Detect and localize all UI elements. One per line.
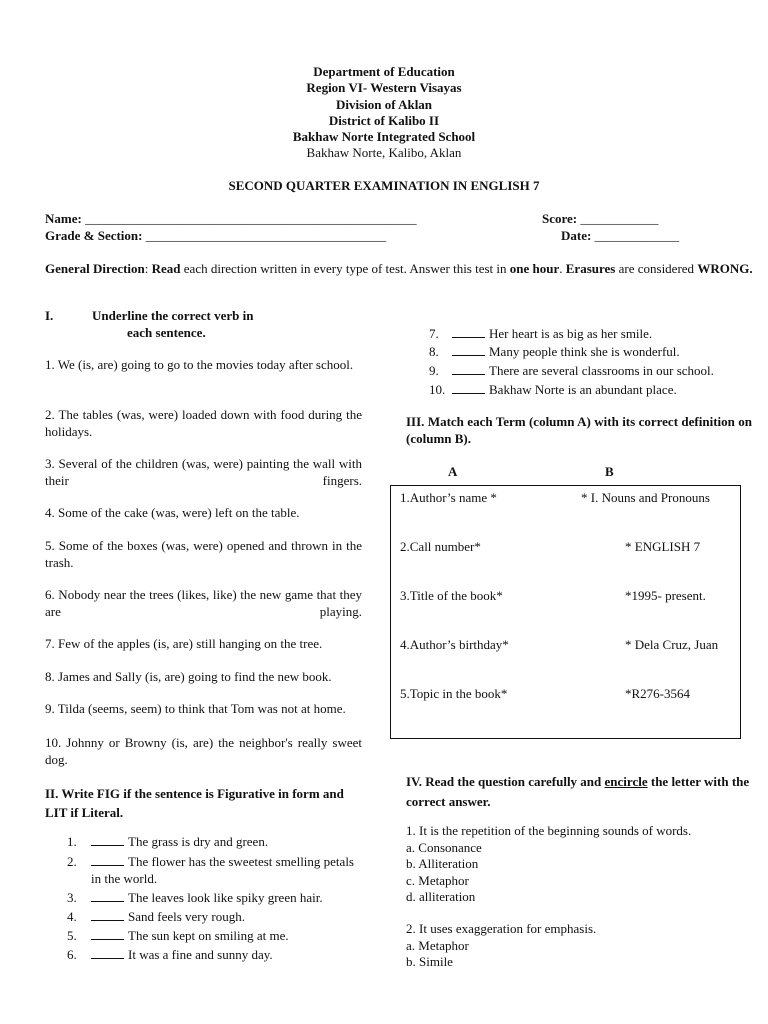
matching-table [390, 485, 741, 739]
question-4: 4. Some of the cake (was, were) left on the table. [45, 505, 300, 520]
answer-blank[interactable] [452, 363, 485, 375]
school-header [0, 64, 768, 162]
gd-erasures: Erasures [565, 261, 616, 276]
gd-wrong: WRONG. [697, 261, 753, 276]
item-text: The flower has the sweetest smelling petals in the world. [91, 854, 354, 886]
definition-cell: *R276-3564 [625, 686, 690, 701]
header-line: Region VI- Western Visayas [306, 80, 462, 96]
answer-blank[interactable] [91, 909, 124, 921]
answer-blank[interactable] [452, 344, 485, 356]
list-item [429, 363, 714, 380]
item-number: 3. [67, 890, 77, 905]
title-underlined: encircle [604, 774, 648, 789]
question-3: 3. Several of the children (was, were) painting the wall with their fingers. [45, 456, 362, 488]
item-number: 5. [67, 928, 77, 943]
list-item [67, 928, 289, 945]
gd-read: Read [151, 261, 181, 276]
mc-question-1 [406, 823, 691, 906]
answer-blank[interactable] [91, 947, 124, 959]
section-3-title: III. Match each Term (column A) with its correct definition on (column B). [406, 414, 752, 446]
section-title-line: each sentence. [127, 324, 206, 340]
option[interactable]: a. Consonance [406, 839, 482, 855]
header-line: Bakhaw Norte Integrated School [292, 129, 476, 145]
item-number: 9. [429, 363, 439, 378]
term-cell: 4.Author’s birthday* [400, 637, 509, 652]
item-text: Her heart is as big as her smile. [489, 326, 653, 341]
answer-blank[interactable] [91, 834, 124, 846]
answer-blank[interactable] [452, 382, 485, 394]
term-cell: 2.Call number* [400, 539, 481, 554]
score-line: ____________ [580, 211, 659, 226]
item-text: The leaves look like spiky green hair. [128, 890, 323, 905]
option[interactable]: a. Metaphor [406, 937, 469, 953]
score-field [542, 211, 658, 227]
date-label: Date: [561, 228, 592, 243]
answer-blank[interactable] [91, 854, 124, 866]
title-text: IV. Read the question carefully and [406, 774, 605, 789]
gd-text: each direction written in every type of test. Answer this test in [180, 261, 510, 276]
grade-line: _____________________________________ [145, 228, 387, 243]
item-text: Sand feels very rough. [128, 909, 245, 924]
header-line: District of Kalibo II [328, 112, 440, 128]
header-line: Department of Education [313, 64, 455, 79]
list-item [67, 853, 363, 887]
question-5: 5. Some of the boxes (was, were) opened and thrown in the trash. [45, 538, 362, 570]
column-b-header: B [605, 464, 614, 479]
item-number: 4. [67, 909, 77, 924]
section-4-title [406, 772, 752, 812]
gd-text: : [144, 261, 152, 276]
question-1: 1. We (is, are) going to go to the movies today after school. [45, 357, 354, 372]
title-text: the letter with the correct answer. [406, 774, 750, 809]
list-item [67, 834, 268, 851]
option[interactable]: b. Simile [406, 954, 453, 969]
grade-section-field [45, 228, 386, 244]
answer-blank[interactable] [91, 890, 124, 902]
name-field [45, 211, 417, 227]
exam-title: SECOND QUARTER EXAMINATION IN ENGLISH 7 [228, 178, 540, 193]
definition-cell: * ENGLISH 7 [625, 539, 701, 554]
item-text: The sun kept on smiling at me. [128, 928, 289, 943]
item-number: 7. [429, 326, 439, 341]
definition-cell: * I. Nouns and Pronouns [581, 490, 710, 505]
item-text: There are several classrooms in our school. [489, 363, 714, 378]
item-number: 8. [429, 344, 439, 359]
term-cell: 1.Author’s name * [400, 490, 497, 505]
question-2: 2. The tables (was, were) loaded down with food during the holidays. [45, 407, 362, 439]
answer-blank[interactable] [91, 928, 124, 940]
section-title-line: Underline the correct verb in [92, 308, 254, 323]
date-line: _____________ [594, 228, 680, 243]
term-cell: 3.Title of the book* [400, 588, 503, 603]
list-item [429, 344, 680, 361]
table-row [391, 490, 740, 510]
question-text: 1. It is the repetition of the beginning sounds of words. [406, 823, 692, 838]
question-9: 9. Tilda (seems, seem) to think that Tom was not at home. [45, 701, 346, 716]
list-item [429, 382, 677, 399]
question-6: 6. Nobody near the trees (likes, like) the new game that they are playing. [45, 587, 362, 619]
column-a-header: A [448, 464, 458, 479]
option[interactable]: c. Metaphor [406, 872, 469, 888]
table-row [391, 637, 740, 657]
header-address: Bakhaw Norte, Kalibo, Aklan [306, 145, 462, 161]
item-number: 1. [67, 834, 77, 849]
mc-question-2 [406, 921, 596, 971]
list-item [429, 326, 652, 343]
section-1-title [45, 308, 254, 341]
question-8: 8. James and Sally (is, are) going to find the new book. [45, 669, 332, 684]
header-line: Division of Aklan [335, 96, 433, 112]
name-label: Name: [45, 211, 82, 226]
question-text: 2. It uses exaggeration for emphasis. [406, 921, 597, 936]
score-label: Score: [542, 211, 578, 226]
table-row [391, 686, 740, 706]
option[interactable]: b. Alliteration [406, 856, 479, 871]
gd-hour: one hour [509, 261, 560, 276]
name-line: ___________________________________________________ [85, 211, 417, 226]
general-direction [45, 261, 757, 278]
item-number: 10. [429, 382, 446, 397]
option[interactable]: d. alliteration [406, 889, 476, 904]
section-2-title: II. Write FIG if the sentence is Figurative in form and LIT if Literal. [45, 786, 344, 820]
section-number: I. [45, 308, 54, 323]
table-row [391, 588, 740, 608]
table-row [391, 539, 740, 559]
grade-label: Grade & Section: [45, 228, 143, 243]
question-10: 10. Johnny or Browny (is, are) the neighbor's really sweet dog. [45, 735, 362, 767]
definition-cell: * Dela Cruz, Juan [625, 637, 719, 652]
term-cell: 5.Topic in the book* [400, 686, 508, 701]
date-field [561, 228, 679, 244]
list-item [67, 890, 323, 907]
gd-text: are considered [615, 261, 698, 276]
item-text: The grass is dry and green. [128, 834, 269, 849]
gd-text: . [559, 261, 566, 276]
list-item [67, 909, 245, 926]
gd-label: General Direction [45, 261, 145, 276]
item-text: It was a fine and sunny day. [128, 947, 273, 962]
list-item [67, 947, 273, 964]
item-text: Bakhaw Norte is an abundant place. [489, 382, 677, 397]
answer-blank[interactable] [452, 326, 485, 338]
item-text: Many people think she is wonderful. [489, 344, 680, 359]
definition-cell: *1995- present. [625, 588, 706, 603]
question-7: 7. Few of the apples (is, are) still hanging on the tree. [45, 636, 323, 651]
item-number: 6. [67, 947, 77, 962]
item-number: 2. [67, 854, 77, 869]
